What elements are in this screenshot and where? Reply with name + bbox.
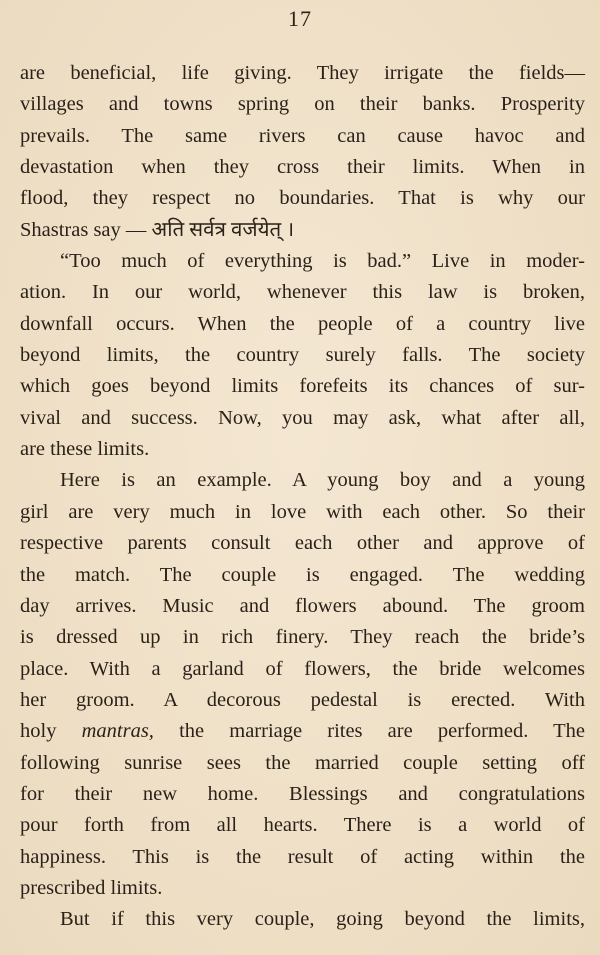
- text-line-22-rest: the marriage rites are performed. The: [179, 720, 585, 743]
- text-line-25: pour forth from all hearts. There is a world of: [20, 814, 585, 837]
- text-line-9: downfall occurs. When the people of a country live: [20, 312, 585, 335]
- text-line-20: place. With a garland of flowers, the bride welcomes: [20, 657, 585, 680]
- sanskrit-quote-line: Shastras say — अति सर्वत्र वर्जयेत् ।: [20, 218, 295, 241]
- text-line-10: beyond limits, the country surely falls. The society: [20, 344, 585, 367]
- text-line-23: following sunrise sees the married couple setting off: [20, 751, 585, 774]
- text-line-11: which goes beyond limits forefeits its chances of sur-: [20, 375, 585, 398]
- body-text: [20, 58, 585, 936]
- text-line-22-prefix: holy: [20, 720, 82, 743]
- text-line-7: “Too much of everything is bad.” Live in moder-: [60, 250, 585, 273]
- text-line-17: the match. The couple is engaged. The wedding: [20, 563, 585, 586]
- text-line-19: is dressed up in rich finery. They reach the bride’s: [20, 626, 585, 649]
- text-line-27: prescribed limits.: [20, 876, 163, 899]
- text-line-2: villages and towns spring on their banks. Prosperity: [20, 93, 585, 116]
- text-line-12: vival and success. Now, you may ask, what after all,: [20, 406, 585, 429]
- text-line-5: flood, they respect no boundaries. That is why our: [20, 187, 585, 210]
- text-line-15: girl are very much in love with each other. So their: [20, 500, 585, 523]
- text-line-3: prevails. The same rivers can cause havoc and: [20, 124, 585, 147]
- text-line-26: happiness. This is the result of acting within the: [20, 845, 585, 868]
- text-line-14: Here is an example. A young boy and a young: [60, 469, 585, 492]
- text-line-24: for their new home. Blessings and congratulations: [20, 782, 585, 805]
- text-line-4: devastation when they cross their limits. When in: [20, 156, 585, 179]
- page-number: 17: [288, 6, 312, 31]
- text-line-22: [20, 716, 585, 747]
- text-line-21: her groom. A decorous pedestal is erected. With: [20, 688, 585, 711]
- text-line-16: respective parents consult each other and approve of: [20, 532, 585, 555]
- text-line-28: But if this very couple, going beyond the limits,: [60, 908, 585, 931]
- text-line-1: are beneficial, life giving. They irrigate the fields—: [20, 62, 585, 84]
- text-line-13: are these limits.: [20, 438, 150, 461]
- mantras-italic: mantras,: [81, 720, 154, 743]
- text-line-8: ation. In our world, whenever this law is broken,: [20, 281, 585, 304]
- text-line-18: day arrives. Music and flowers abound. The groom: [20, 594, 585, 617]
